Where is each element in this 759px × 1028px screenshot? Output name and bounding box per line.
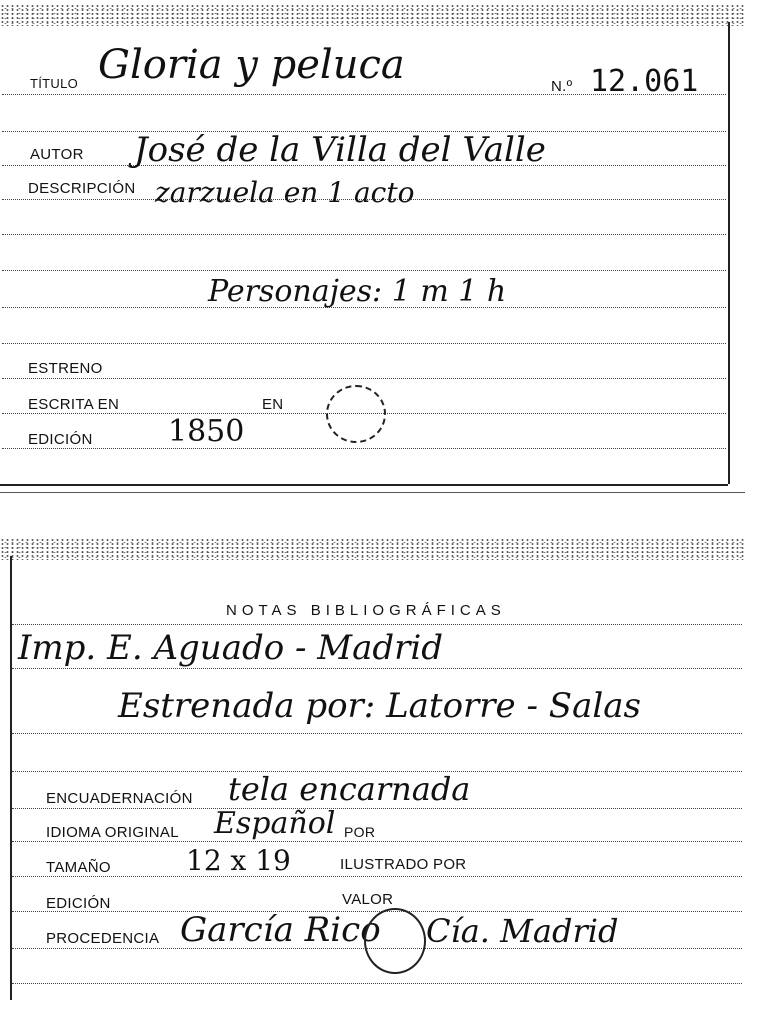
autor-value: José de la Villa del Valle bbox=[134, 130, 546, 170]
encuadernacion-value: tela encarnada bbox=[228, 770, 471, 808]
ilustrado-label: ILUSTRADO POR bbox=[340, 856, 467, 873]
edicion-value: 1850 bbox=[168, 414, 245, 449]
ruled-line bbox=[12, 624, 742, 625]
tamano-label: TAMAÑO bbox=[46, 859, 111, 876]
catalog-card-front bbox=[0, 0, 745, 492]
notas-title: NOTAS BIBLIOGRÁFICAS bbox=[226, 602, 506, 619]
ruled-line bbox=[12, 733, 742, 734]
numero-value: 12.061 bbox=[590, 64, 699, 99]
ruled-line bbox=[12, 668, 742, 669]
card-bottom-border bbox=[0, 484, 728, 486]
edicion-label: EDICIÓN bbox=[46, 895, 111, 912]
numero-label: N.º bbox=[551, 78, 573, 95]
personajes-value: Personajes: 1 m 1 h bbox=[208, 274, 507, 309]
procedencia-value-2: Cía. Madrid bbox=[426, 912, 619, 950]
nota-line-2: Estrenada por: Latorre - Salas bbox=[118, 686, 641, 726]
estreno-label: ESTRENO bbox=[28, 360, 103, 377]
escrita-en-label: ESCRITA EN bbox=[28, 396, 120, 413]
ruled-line bbox=[2, 343, 726, 344]
procedencia-value: García Rico bbox=[180, 910, 381, 950]
stamp-circle bbox=[326, 385, 386, 443]
scan-edge-noise bbox=[0, 4, 745, 26]
descripcion-label: DESCRIPCIÓN bbox=[28, 180, 136, 197]
scan-edge-noise bbox=[0, 538, 745, 560]
en-label: EN bbox=[262, 396, 284, 413]
catalog-card-back bbox=[0, 538, 745, 1018]
titulo-value: Gloria y peluca bbox=[98, 42, 405, 88]
idioma-label: IDIOMA ORIGINAL bbox=[46, 824, 179, 841]
tamano-value: 12 x 19 bbox=[186, 844, 291, 877]
por-label: POR bbox=[344, 824, 376, 840]
ruled-line bbox=[12, 983, 742, 984]
encuadernacion-label: ENCUADERNACIÓN bbox=[46, 790, 193, 807]
card-right-border bbox=[728, 22, 730, 484]
idioma-value: Español bbox=[214, 806, 336, 841]
titulo-label: TÍTULO bbox=[30, 76, 79, 91]
autor-label: AUTOR bbox=[30, 146, 84, 163]
ruled-line bbox=[2, 448, 726, 449]
stamp-circle bbox=[364, 908, 426, 974]
ruled-line bbox=[12, 808, 742, 809]
nota-line-1: Imp. E. Aguado - Madrid bbox=[18, 628, 444, 668]
procedencia-label: PROCEDENCIA bbox=[46, 930, 160, 947]
ruled-line bbox=[2, 270, 726, 271]
descripcion-value: zarzuela en 1 acto bbox=[155, 176, 415, 209]
card-left-border bbox=[10, 556, 12, 1000]
ruled-line bbox=[2, 234, 726, 235]
card-shadow-edge bbox=[0, 492, 745, 493]
ruled-line bbox=[12, 876, 742, 877]
edicion-label: EDICIÓN bbox=[28, 431, 93, 448]
valor-label: VALOR bbox=[342, 891, 394, 908]
ruled-line bbox=[12, 841, 742, 842]
ruled-line bbox=[2, 378, 726, 379]
